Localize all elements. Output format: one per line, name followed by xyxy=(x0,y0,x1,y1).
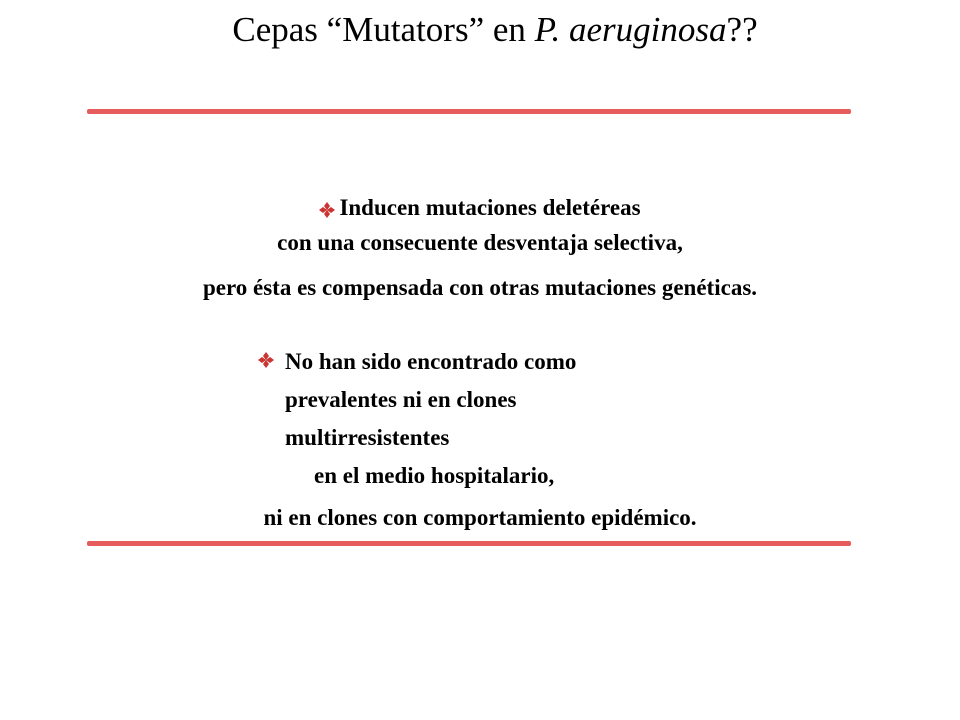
bullet2-line2: prevalentes ni en clones xyxy=(285,387,517,412)
diamond-bullet-icon xyxy=(258,352,274,368)
title-species: P. aeruginosa xyxy=(534,10,727,49)
diamond-bullet-icon xyxy=(319,202,335,218)
title-part1: Cepas “Mutators” en xyxy=(232,10,535,49)
top-divider xyxy=(87,109,851,114)
bullet2-line4: en el medio hospitalario, xyxy=(314,463,555,488)
bullet1-line3: pero ésta es compensada con otras mutaciones genéticas. xyxy=(202,275,758,300)
bullet1-line1 xyxy=(0,193,960,223)
bullet2-line5: ni en clones con comportamiento epidémico. xyxy=(263,505,697,530)
bullet1-line2: con una consecuente desventaja selectiva, xyxy=(277,230,683,255)
bottom-divider xyxy=(87,541,851,546)
bullet1-text-1: Inducen mutaciones deletéreas xyxy=(339,195,641,220)
title-part2: ?? xyxy=(726,10,758,49)
bullet2-line3: multirresistentes xyxy=(285,425,450,450)
bullet2-line1: No han sido encontrado como xyxy=(285,349,577,374)
slide-title xyxy=(0,8,960,52)
